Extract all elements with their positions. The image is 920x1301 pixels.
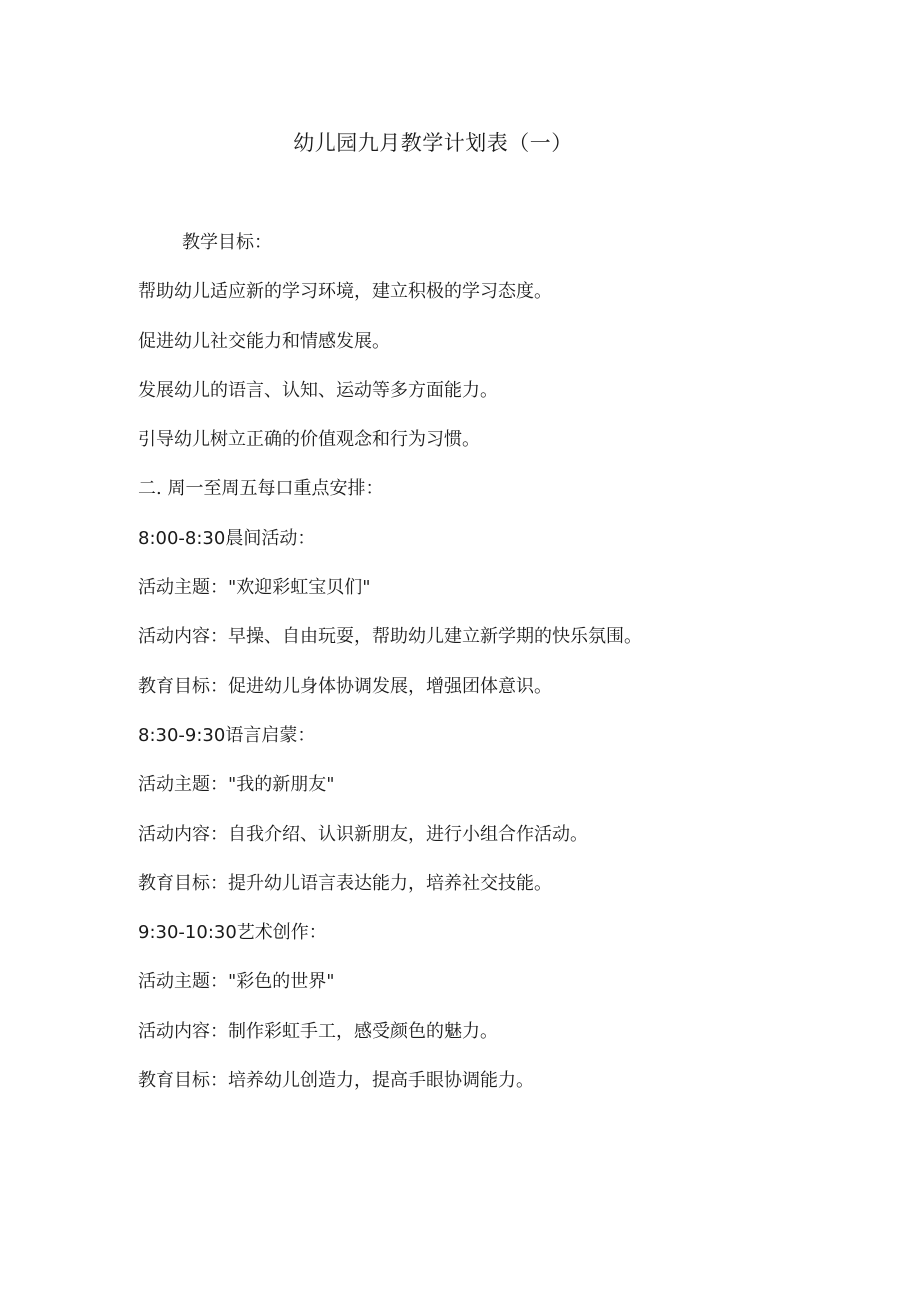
activity-content: 活动内容：制作彩虹手工，感受颜色的魅力。	[138, 1020, 498, 1042]
activity-theme: 活动主题："欢迎彩虹宝贝们"	[138, 577, 371, 599]
education-goal: 教育目标：提升幼儿语言表达能力，培养社交技能。	[138, 872, 552, 894]
activity-theme: 活动主题："彩色的世界"	[138, 971, 335, 993]
schedule-time-heading: 9:30-10:30艺术创作：	[138, 922, 327, 944]
schedule-time-heading: 8:30-9:30语言启蒙：	[138, 724, 316, 746]
section-heading-weekday-schedule: 二. 周一至周五每口重点安排：	[138, 478, 384, 500]
activity-theme: 活动主题："我的新朋友"	[138, 774, 335, 796]
education-goal: 教育目标：培养幼儿创造力，提高手眼协调能力。	[138, 1070, 534, 1092]
activity-content: 活动内容：早操、自由玩耍，帮助幼儿建立新学期的快乐氛围。	[138, 626, 642, 648]
schedule-time-heading: 8:00-8:30晨间活动：	[138, 527, 316, 549]
document-title: 幼儿园九月教学计划表（一）	[293, 131, 573, 155]
goal-line: 促进幼儿社交能力和情感发展。	[138, 330, 390, 352]
education-goal: 教育目标：促进幼儿身体协调发展，增强团体意识。	[138, 675, 552, 697]
goal-line: 帮助幼儿适应新的学习环境，建立积极的学习态度。	[138, 281, 552, 303]
goal-line: 引导幼儿树立正确的价值观念和行为习惯。	[138, 429, 480, 451]
goal-line: 发展幼儿的语言、认知、运动等多方面能力。	[138, 379, 498, 401]
section-heading-teaching-goals: 教学目标：	[182, 232, 272, 253]
activity-content: 活动内容：自我介绍、认识新朋友，进行小组合作活动。	[138, 823, 588, 845]
document-body	[138, 228, 838, 1115]
